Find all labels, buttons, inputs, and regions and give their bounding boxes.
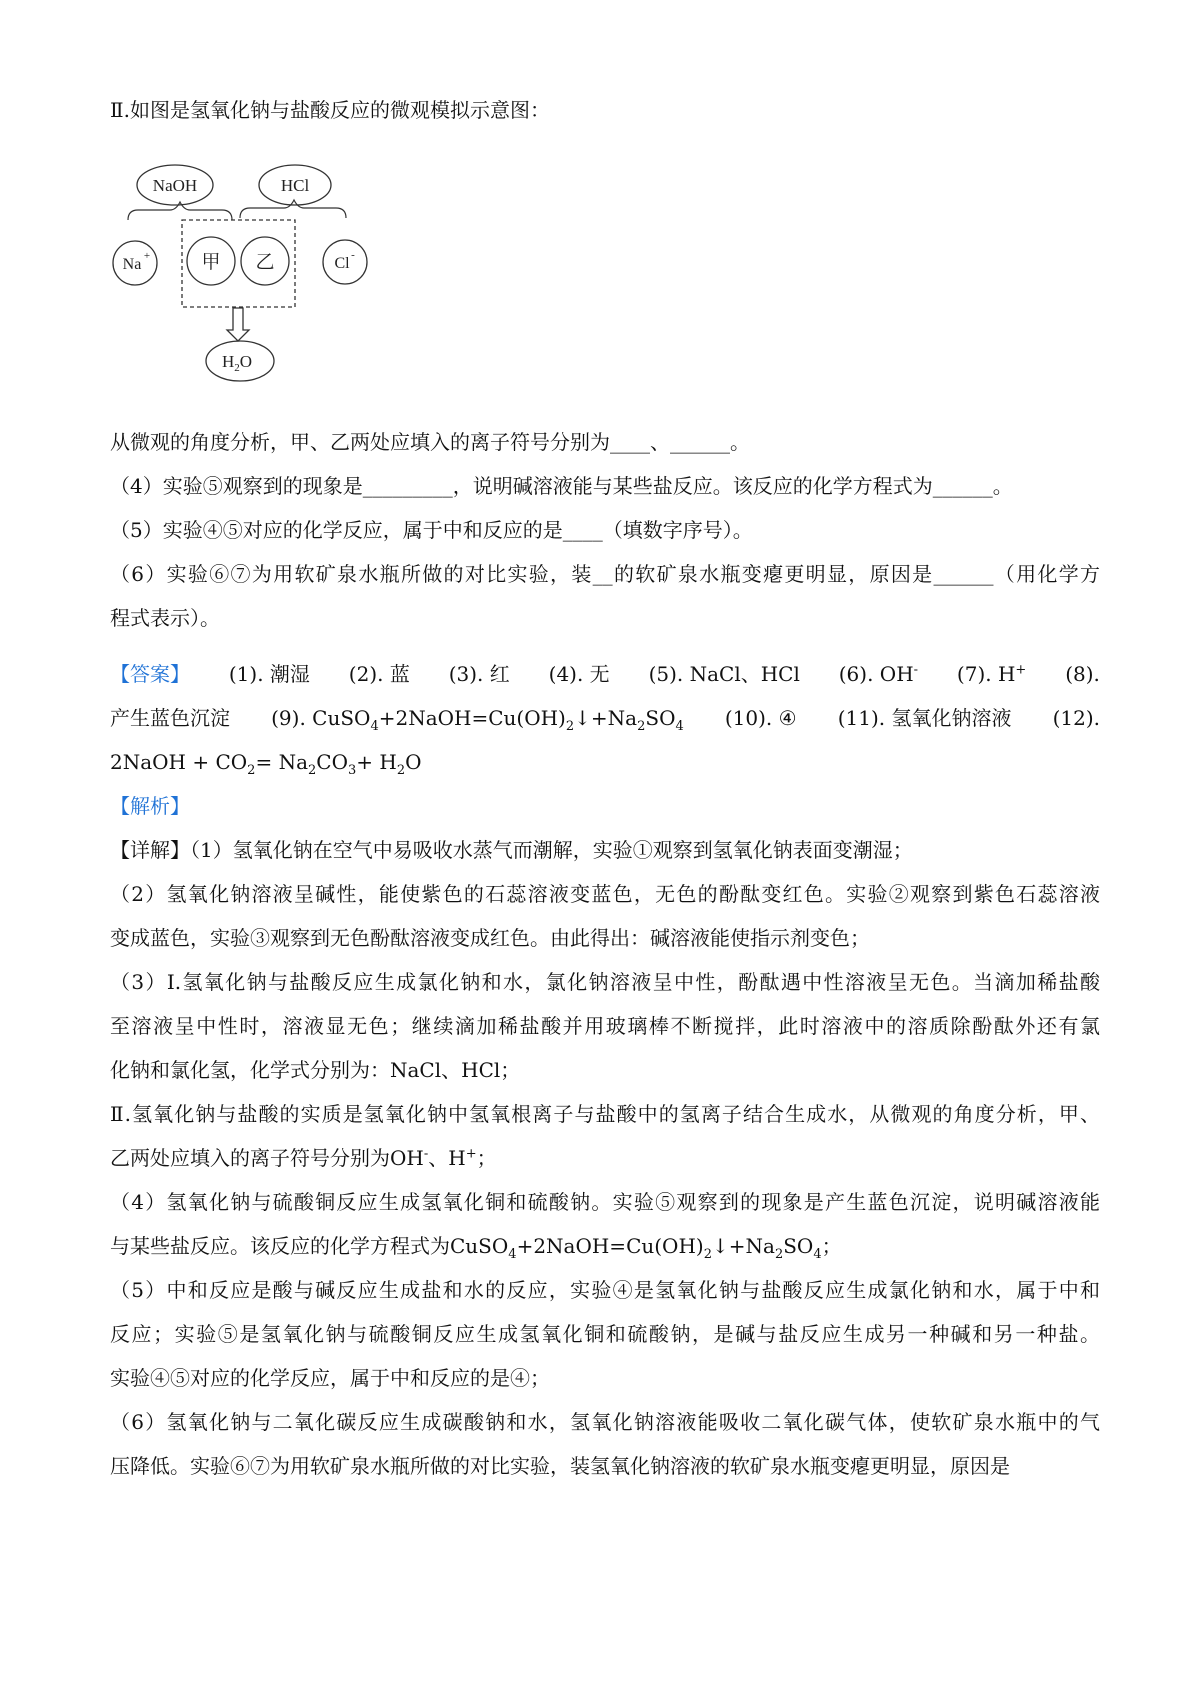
- na-ion-label: Na: [122, 256, 142, 273]
- question-intro: Ⅱ.如图是氢氧化钠与盐酸反应的微观模拟示意图：: [110, 98, 550, 122]
- hcl-label: HCl: [280, 176, 310, 195]
- detail-6-line1: （6）氢氧化钠与二氧化碳反应生成碳酸钠和水，氢氧化钠溶液能吸收二氧化碳气体，使软矿泉水瓶中的气: [110, 1410, 1100, 1434]
- answer-row-1: [110, 660, 1100, 688]
- answer-item-9: (9). $CuSO_4+2NaOH=Cu(OH)_2↓+Na_2SO_4$: [271, 706, 684, 734]
- detail-4-line2: 与某些盐反应。该反应的化学方程式为$CuSO_4+2NaOH=Cu(OH)_2↓+Na_2SO_4$；: [110, 1234, 842, 1262]
- answer-item-6: (6). OH-: [838, 662, 919, 686]
- answer-item-8-number: (8).: [1065, 662, 1100, 686]
- detail-2-line2: 变成蓝色，实验③观察到无色酚酞溶液变成红色。由此得出：碱溶液能使指示剂变色；: [110, 926, 870, 950]
- detail-2-line1: （2）氢氧化钠溶液呈碱性，能使紫色的石蕊溶液变蓝色，无色的酚酞变红色。实验②观察到紫色石蕊溶液: [110, 882, 1100, 906]
- analysis-label: 【解析】: [110, 794, 190, 818]
- detail-3-line1: （3）I.氢氧化钠与盐酸反应生成氯化钠和水，氯化钠溶液呈中性，酚酞遇中性溶液呈无色。当滴加稀盐酸: [110, 970, 1100, 994]
- h2o-bubble: [206, 341, 274, 381]
- h2o-label: $H_2O$: [222, 352, 253, 374]
- detail-3-line2: 至溶液呈中性时，溶液显无色；继续滴加稀盐酸并用玻璃棒不断搅拌，此时溶液中的溶质除酚酞外还有氯: [110, 1014, 1100, 1038]
- answer-item-4: (4). 无: [548, 662, 610, 686]
- question-6-line2: 程式表示）。: [110, 606, 220, 630]
- answer-item-8: 产生蓝色沉淀: [110, 706, 230, 730]
- answer-item-7: (7). H+: [956, 662, 1027, 686]
- cl-ion-charge: -: [351, 249, 355, 261]
- hcl-brace: [240, 200, 346, 218]
- detail-5-line1: （5）中和反应是酸与碱反应生成盐和水的反应，实验④是氢氧化钠与盐酸反应生成氯化钠和水，属于中和: [110, 1278, 1100, 1302]
- detail-5-line2: 反应；实验⑤是氢氧化钠与硫酸铜反应生成氢氧化铜和硫酸钠，是碱与盐反应生成另一种碱和另一种盐。: [110, 1322, 1100, 1346]
- answer-item-10: (10). ④: [724, 706, 797, 730]
- question-4: （4）实验⑤观察到的现象是_________，说明碱溶液能与某些盐反应。该反应的化学方程式为______。: [110, 474, 1013, 498]
- hcl-bubble: [259, 165, 331, 205]
- detail-ii-line1: Ⅱ.氢氧化钠与盐酸的实质是氢氧化钠中氢氧根离子与盐酸中的氢离子结合生成水，从微观的角度分析，甲、: [110, 1102, 1100, 1126]
- answer-label: 【答案】: [110, 662, 190, 686]
- detail-ii-line2: 乙两处应填入的离子符号分别为OH-、H+；: [110, 1146, 497, 1170]
- down-arrow-icon: [227, 308, 249, 341]
- dashed-box: [182, 220, 295, 307]
- answer-item-3: (3). 红: [448, 662, 510, 686]
- yi-label: 乙: [255, 252, 275, 273]
- question-6-line1: （6）实验⑥⑦为用软矿泉水瓶所做的对比实验，装__的软矿泉水瓶变瘪更明显，原因是______（用化学方: [110, 562, 1100, 586]
- detail-6-line2: 压降低。实验⑥⑦为用软矿泉水瓶所做的对比实验，装氢氧化钠溶液的软矿泉水瓶变瘪更明显，原因是: [110, 1454, 1010, 1478]
- answer-item-11: (11). 氢氧化钠溶液: [837, 706, 1012, 730]
- na-ion-charge: +: [143, 250, 151, 262]
- question-micro-analysis: 从微观的角度分析，甲、乙两处应填入的离子符号分别为____、______。: [110, 430, 750, 454]
- detail-4-line1: （4）氢氧化钠与硫酸铜反应生成氢氧化铜和硫酸钠。实验⑤观察到的现象是产生蓝色沉淀，说明碱溶液能: [110, 1190, 1100, 1214]
- detail-5-line3: 实验④⑤对应的化学反应，属于中和反应的是④；: [110, 1366, 550, 1390]
- answer-item-2: (2). 蓝: [348, 662, 410, 686]
- cl-ion: [323, 240, 367, 284]
- jia-label: 甲: [201, 252, 221, 273]
- answer-row-2: [110, 704, 1100, 732]
- detail-label: 【详解】: [110, 838, 190, 862]
- answer-row-3: [110, 748, 1100, 776]
- answer-item-1: (1). 潮湿: [228, 662, 310, 686]
- naoh-label: NaOH: [152, 176, 198, 195]
- detail-1: 【详解】（1）氢氧化钠在空气中易吸收水蒸气而潮解，实验①观察到氢氧化钠表面变潮湿；: [110, 838, 913, 862]
- detail-3-line3: 化钠和氯化氢，化学式分别为：NaCl、HCl；: [110, 1058, 521, 1082]
- cl-ion-label: Cl: [334, 255, 350, 272]
- answer-item-5: (5). NaCl、HCl: [648, 662, 800, 686]
- naoh-bubble: [137, 165, 213, 205]
- reaction-micro-diagram: [110, 160, 410, 410]
- yi-circle: [241, 237, 289, 285]
- answer-item-12-number: (12).: [1052, 706, 1100, 730]
- na-ion: [113, 241, 157, 285]
- question-5: （5）实验④⑤对应的化学反应，属于中和反应的是____（填数字序号）。: [110, 518, 753, 542]
- answer-item-12: 2NaOH + $CO_2= Na_2CO_3+ H_2O$: [110, 750, 422, 778]
- jia-circle: [187, 237, 235, 285]
